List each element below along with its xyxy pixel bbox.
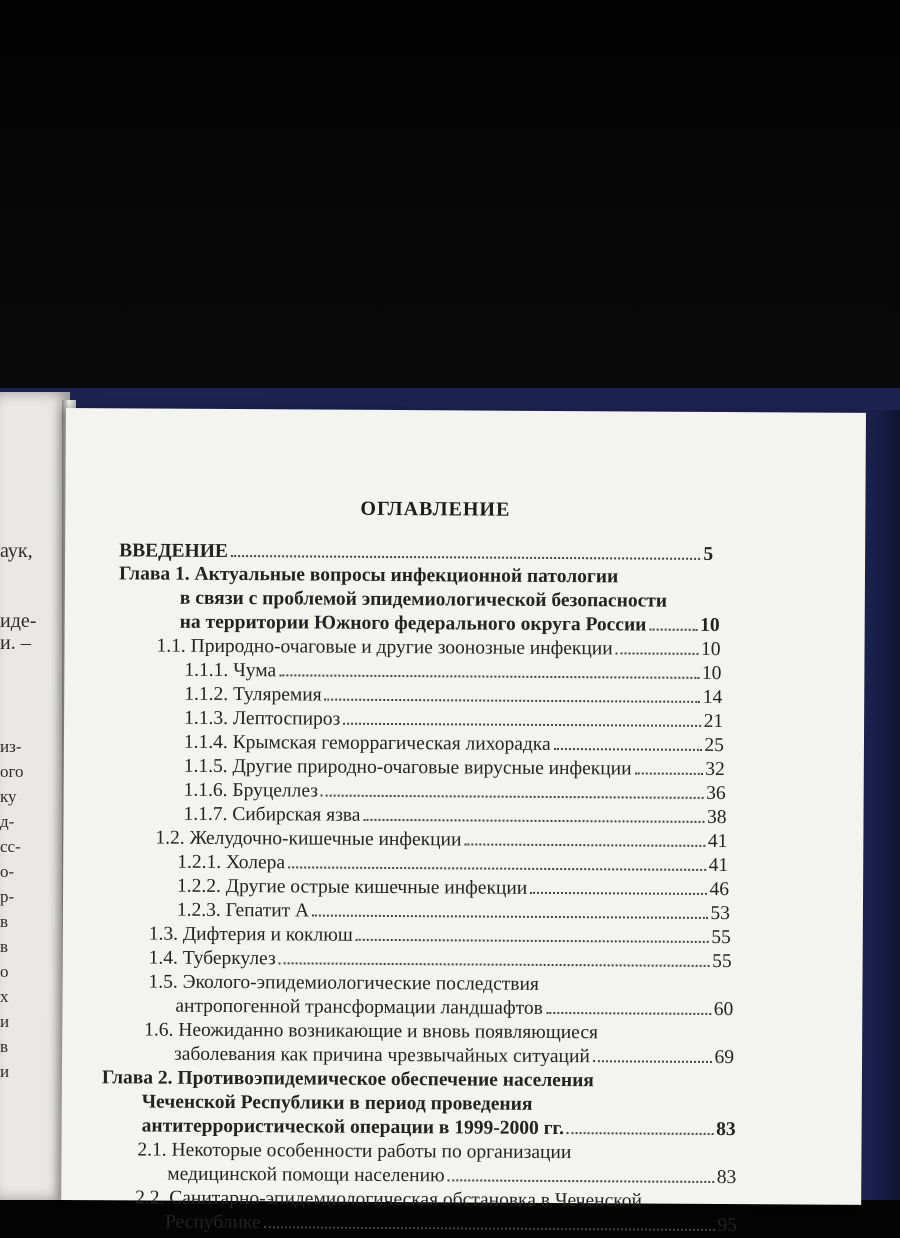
toc-entry-line: 2.1. Некоторые особенности работы по организации [137,1139,572,1164]
toc-entry-page: 38 [706,806,727,829]
chapter-2-title-line: Чеченской Республики в период проведения [141,1091,533,1115]
left-page-fragment: и [0,1012,10,1031]
toc-entry-page: 41 [708,854,729,877]
leader-dots [567,1118,713,1135]
toc-entry-page: 14 [702,686,723,709]
toc-entry-label: 1.1.2. Туляремия [184,683,322,706]
toc-entry [177,900,730,925]
leader-dots [530,878,706,895]
toc-entry-label: антитеррористической операции в 1999-2000 гг. [141,1115,565,1140]
left-page-fragment: о- [0,862,15,881]
toc-entry-label: Республике [164,1211,261,1234]
toc-entry-page: 41 [707,830,728,853]
left-page-fragment: и. – [0,632,31,654]
leader-dots [464,829,705,846]
toc-entry [184,660,721,685]
dark-background [0,0,900,420]
toc-entry-label: 1.1.4. Крымская геморрагическая лихорадка [183,731,551,755]
toc-entry [155,828,727,853]
leader-dots [635,758,703,774]
left-page-fragment: ку [0,787,17,806]
chapter-2-title-line: Глава 2. Противоэпидемическое обеспечение населения [101,1067,594,1092]
chapter-1-title-line: Глава 1. Актуальные вопросы инфекционной патологии [118,563,619,588]
toc-entry-page: 95 [717,1214,738,1237]
toc-entry [177,852,728,877]
toc-entry-line: 1.5. Эколого-эпидемиологические последствия [148,971,539,995]
toc-entry-intro [119,540,713,566]
left-page-fragment: ого [0,762,24,781]
toc-entry [184,780,726,805]
toc-entry-page: 83 [716,1166,737,1189]
toc-entry [184,756,725,781]
table-of-contents [65,538,865,1237]
left-page-fragment: аук, [0,540,33,562]
toc-entry-label: заболевания как причина чрезвычайных ситуаций [173,1043,590,1068]
toc-entry-label: медицинской помощи населению [167,1163,445,1187]
leader-dots [325,685,700,703]
toc-entry-page: 55 [712,950,732,973]
leader-dots [231,541,701,560]
toc-entry-label: 1.2.1. Холера [177,851,286,874]
toc-entry-label: 1.1. Природно-очаговые и другие зоонозные инфекции [156,635,613,660]
toc-entry [184,684,722,709]
contents-page [61,408,866,1237]
toc-entry-page: 10 [700,638,721,661]
toc-entry-page: 36 [706,782,726,805]
toc-entry-chapter-2 [142,1115,736,1141]
toc-entry [149,948,732,974]
toc-entry-page: 32 [705,758,725,781]
leader-dots [288,852,706,871]
toc-entry [165,1212,737,1237]
toc-entry [175,996,733,1021]
left-page-fragment: из- [0,737,22,756]
leader-dots [649,615,697,631]
leader-dots [546,998,711,1015]
toc-entry-page: 10 [701,662,722,685]
toc-entry [184,732,724,757]
left-page-fragment: в [0,1037,9,1056]
leader-dots [554,734,702,751]
leader-dots [343,709,700,727]
toc-entry-page: 60 [713,998,734,1021]
leader-dots [279,948,710,967]
toc-entry [183,804,726,829]
leader-dots [448,1165,714,1183]
left-page-fragment: иде- [0,610,37,632]
toc-entry-line: 2.2. Санитарно-эпидемиологическая обстановка в Чеченской [135,1187,643,1212]
toc-entry-label: 1.1.7. Сибирская язва [183,803,361,826]
toc-entry-label: 1.2.2. Другие острые кишечные инфекции [177,875,528,899]
toc-entry-label: 1.2.3. Гепатит А [176,899,310,922]
left-page-fragment: д- [0,812,15,831]
leader-dots [312,901,707,919]
toc-entry-label: 1.1.1. Чума [184,659,277,682]
left-page-fragment: и [0,1062,10,1081]
toc-entry-page: 10 [700,614,720,636]
toc-entry-label: на территории Южного федерального округа России [179,611,647,636]
leader-dots [279,660,699,679]
toc-entry-label: 1.1.5. Другие природно-очаговые вирусные инфекции [183,755,632,780]
toc-entry-page: 25 [704,734,725,757]
toc-entry-label: 1.2. Желудочно-кишечные инфекции [155,827,462,851]
page-title: ОГЛАВЛЕНИЕ [360,497,511,521]
toc-entry-page: 55 [711,926,731,949]
leader-dots [363,805,704,823]
left-page-fragment: в [0,912,9,931]
toc-entry-page: 53 [710,902,730,925]
left-page-fragment: о [0,962,9,981]
toc-entry-page: 46 [709,878,730,901]
toc-entry-label: 1.3. Дифтерия и коклюш [148,923,353,946]
toc-entry-line: 1.6. Неожиданно возникающие и вновь появляющиеся [144,1019,599,1044]
left-page-fragment: р- [0,887,15,906]
toc-entry-page: 83 [716,1118,736,1141]
toc-entry [174,1044,734,1069]
toc-entry-label: 1.1.6. Бруцеллез [183,779,319,802]
leader-dots [356,925,709,943]
chapter-1-title-line: в связи с проблемой эпидемиологической безопасности [179,587,668,612]
left-page [0,392,70,1200]
leader-dots [616,638,698,655]
left-page-fragment: сс- [0,837,21,856]
toc-entry-chapter-1 [180,612,720,637]
toc-entry-page: 5 [703,543,714,565]
book-cover-edge [860,410,900,1200]
toc-entry-label: 1.1.3. Лептоспироз [184,707,341,730]
toc-entry [177,876,729,901]
toc-entry-page: 69 [714,1046,735,1069]
toc-entry [149,924,731,950]
toc-entry-page: 21 [703,710,724,733]
leader-dots [593,1046,712,1063]
toc-entry-label: антропогенной трансформации ландшафтов [175,995,543,1019]
toc-entry-label: 1.4. Туберкулез [148,947,276,970]
toc-entry-label: ВВЕДЕНИЕ [119,540,228,562]
left-page-fragment: х [0,987,9,1006]
left-page-fragment: в [0,937,9,956]
leader-dots [321,781,703,799]
toc-entry [167,1164,736,1189]
leader-dots [264,1212,715,1231]
toc-entry [184,708,723,733]
toc-entry [156,636,720,661]
